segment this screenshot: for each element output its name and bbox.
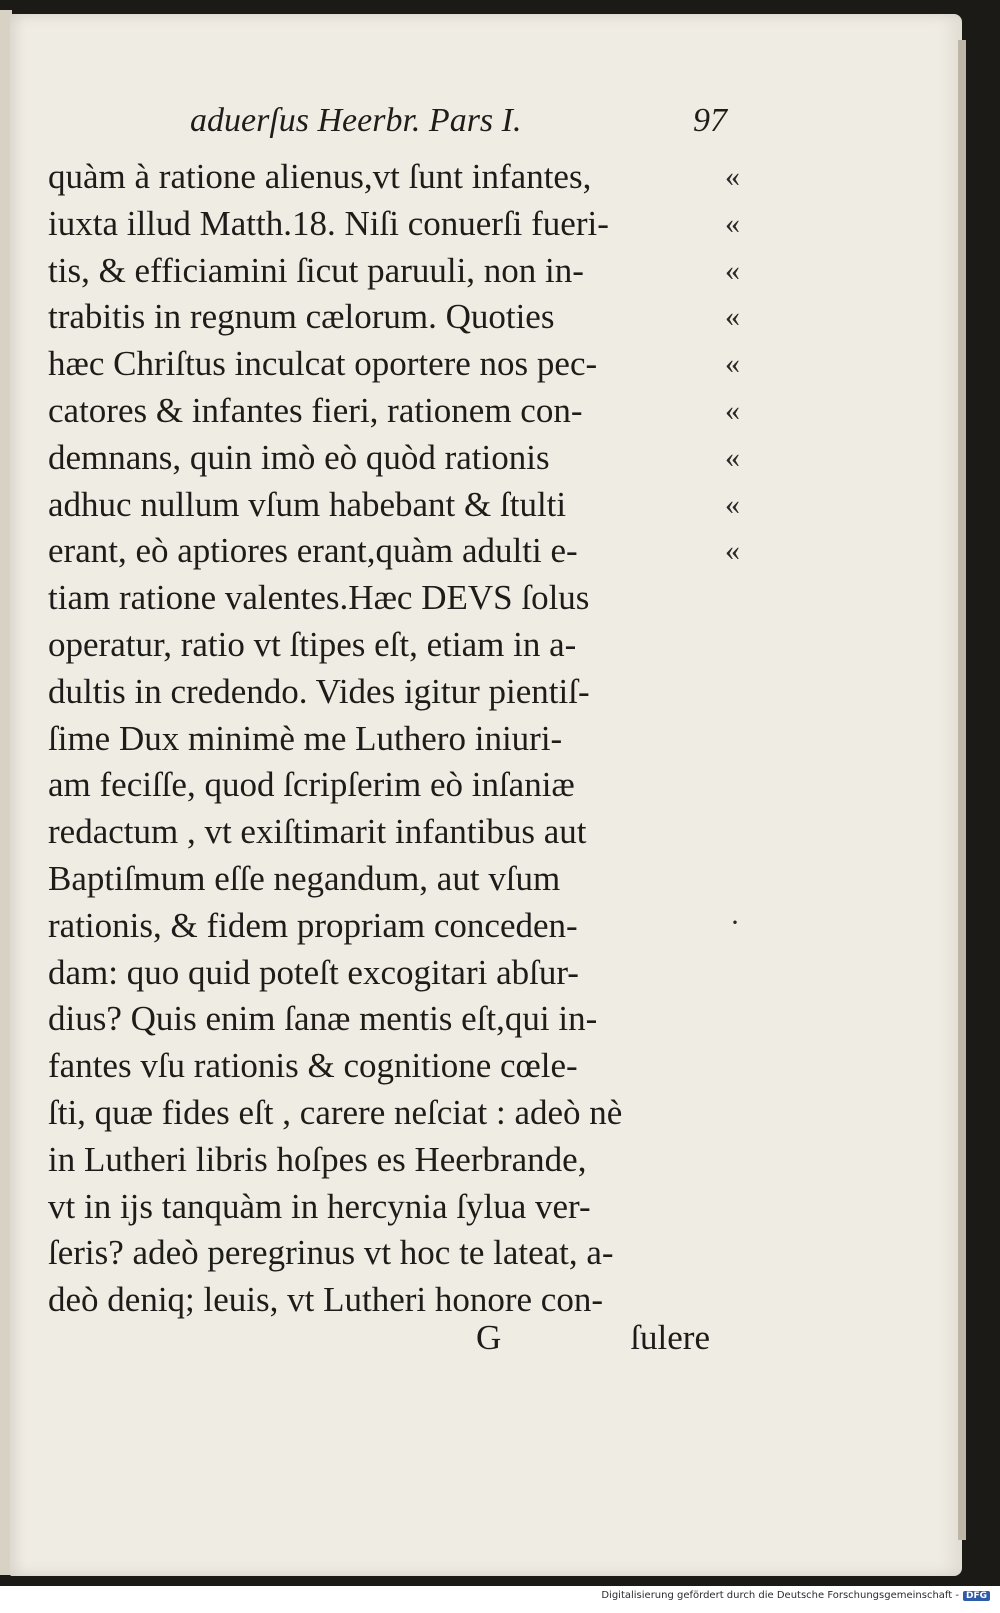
text-line: vt in ijs tanquàm in hercynia ſylua ver- xyxy=(48,1186,591,1226)
quotation-mark: « xyxy=(725,300,740,334)
quotation-mark: « xyxy=(725,440,740,474)
text-line: erant, eò aptiores erant,quàm adulti e- xyxy=(48,531,578,571)
quotation-mark: « xyxy=(725,487,740,521)
text-line: adhuc nullum vſum habebant & ſtulti xyxy=(48,484,567,524)
quotation-mark: « xyxy=(725,206,740,240)
catchword: ſulere xyxy=(630,1318,710,1357)
text-line: operatur, ratio vt ſtipes eſt, etiam in a- xyxy=(48,624,577,664)
text-line: quàm à ratione alienus,vt ſunt infantes, xyxy=(48,157,592,196)
quotation-mark: « xyxy=(725,393,740,427)
text-line: in Lutheri libris hoſpes es Heerbrande, xyxy=(48,1139,587,1179)
text-line: ſti, quæ fides eſt , carere neſciat : adeò nè xyxy=(48,1092,623,1132)
marginal-quotation-marks xyxy=(725,154,765,575)
text-line: hæc Chriſtus inculcat oportere nos pec- xyxy=(48,344,598,384)
text-line: iuxta illud Matth.18. Niſi conuerſi fueri- xyxy=(48,203,609,243)
text-line: trabitis in regnum cælorum. Quoties xyxy=(48,297,555,337)
text-line: am feciſſe, quod ſcripſerim eò inſaniæ xyxy=(48,765,575,805)
quotation-mark: « xyxy=(725,347,740,381)
quotation-mark: « xyxy=(725,534,740,568)
page-number: 97 xyxy=(693,102,727,139)
text-line: tiam ratione valentes.Hæc DEVS ſolus xyxy=(48,578,590,618)
text-line: deò deniq; leuis, vt Lutheri honore con- xyxy=(48,1280,603,1320)
text-line: demnans, quin imò eò quòd rationis xyxy=(48,437,550,477)
page-fore-edge xyxy=(958,40,966,1540)
text-line: redactum , vt exiſtimarit infantibus aut xyxy=(48,812,587,852)
dfg-logo: DFG xyxy=(963,1591,990,1601)
marginal-dot: · xyxy=(730,906,740,939)
quotation-mark: « xyxy=(725,160,740,193)
signature-mark: G xyxy=(476,1318,502,1357)
credit-text: Digitalisierung gefördert durch die Deutsche Forschungsgemeinschaft - xyxy=(601,1590,959,1601)
catchword-row xyxy=(48,1318,720,1368)
text-line: rationis, & fidem propriam conceden- xyxy=(48,905,578,945)
running-head-title: aduerſus Heerbr. Pars I. xyxy=(190,102,522,139)
text-line: fantes vſu rationis & cognitione cœle- xyxy=(48,1046,578,1086)
digitization-credit xyxy=(0,1590,990,1601)
body-text xyxy=(48,154,720,1324)
text-line: dam: quo quid poteſt excogitari abſur- xyxy=(48,952,579,992)
quotation-mark: « xyxy=(725,253,740,287)
running-head xyxy=(190,102,750,150)
text-line: dius? Quis enim ſanæ mentis eſt,qui in- xyxy=(48,999,598,1039)
text-line: Baptiſmum eſſe negandum, aut vſum xyxy=(48,858,561,898)
text-line: ſeris? adeò peregrinus vt hoc te lateat, a- xyxy=(48,1233,614,1273)
text-line: ſime Dux minimè me Luthero iniuri- xyxy=(48,718,563,758)
text-line: catores & infantes fieri, rationem con- xyxy=(48,390,583,430)
text-line: dultis in credendo. Vides igitur pientiſ- xyxy=(48,671,590,711)
text-line: tis, & efficiamini ſicut paruuli, non in- xyxy=(48,250,584,290)
